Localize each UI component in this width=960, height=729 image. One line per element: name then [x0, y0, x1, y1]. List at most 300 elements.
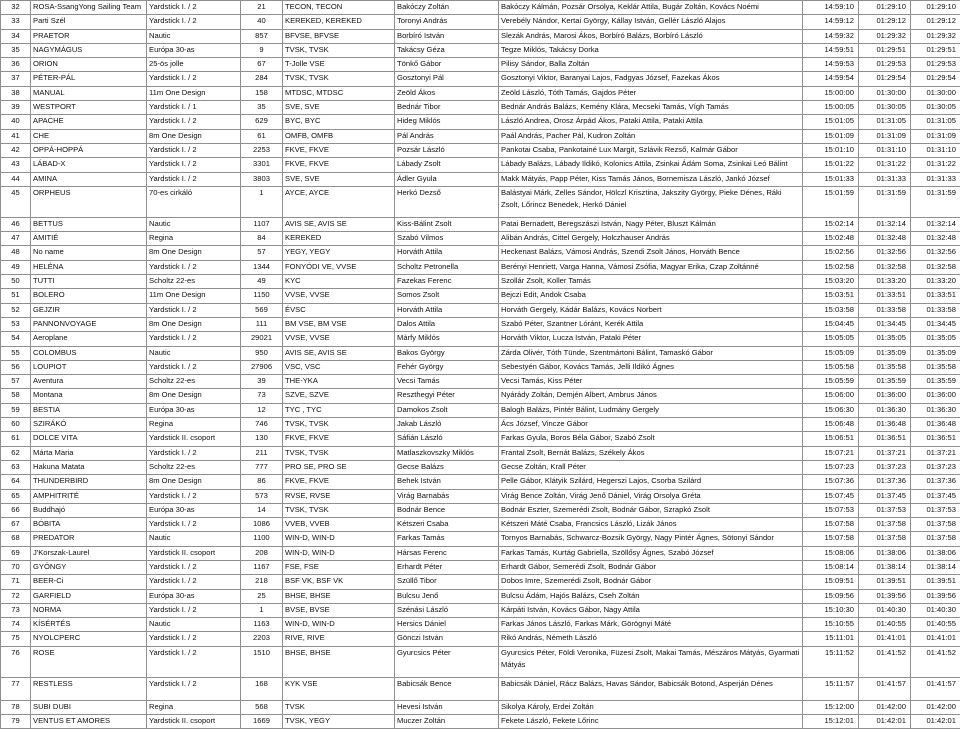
boat-name-cell: GEJZIR	[31, 303, 147, 317]
table-row	[1, 603, 960, 617]
club-cell: FSE, FSE	[283, 560, 395, 574]
sail-number-cell: 3803	[241, 172, 283, 186]
skipper-cell: Pozsár László	[395, 143, 499, 157]
table-row	[1, 618, 960, 632]
club-cell: FONYÓDI VE, VVSE	[283, 260, 395, 274]
club-cell: TVSK	[283, 700, 395, 714]
corrected-time-cell: 01:36:00	[911, 389, 960, 403]
corrected-time-cell: 01:42:01	[911, 715, 960, 729]
finish-time-cell: 15:11:57	[803, 677, 859, 700]
elapsed-time-cell: 01:29:32	[859, 29, 911, 43]
finish-time-cell: 14:59:51	[803, 43, 859, 57]
elapsed-time-cell: 01:40:55	[859, 618, 911, 632]
boat-name-cell: NAGYMÁGUS	[31, 43, 147, 57]
club-cell: TVSK, TVSK	[283, 503, 395, 517]
class-cell: 70-es cirkáló	[147, 186, 241, 217]
place-cell: 44	[1, 172, 31, 186]
table-row	[1, 518, 960, 532]
crew-cell: Horváth Gergely, Kádár Balázs, Kovács Norbert	[499, 303, 803, 317]
skipper-cell: Dalos Attila	[395, 317, 499, 331]
sail-number-cell: 73	[241, 389, 283, 403]
corrected-time-cell: 01:35:58	[911, 360, 960, 374]
crew-cell: Sebestyén Gábor, Kovács Tamás, Jelli Ildikó Ágnes	[499, 360, 803, 374]
sail-number-cell: 857	[241, 29, 283, 43]
club-cell: OMFB, OMFB	[283, 129, 395, 143]
club-cell: ÉVSC	[283, 303, 395, 317]
sail-number-cell: 40	[241, 15, 283, 29]
class-cell: 25-ös jolle	[147, 58, 241, 72]
club-cell: WIN-D, WIN-D	[283, 618, 395, 632]
class-cell: Yardstick I. / 2	[147, 632, 241, 646]
club-cell: TVSK, TVSK	[283, 43, 395, 57]
club-cell: BHSE, BHSE	[283, 646, 395, 677]
finish-time-cell: 15:02:48	[803, 232, 859, 246]
class-cell: Yardstick I. / 1	[147, 101, 241, 115]
table-row	[1, 15, 960, 29]
club-cell: AVIS SE, AVIS SE	[283, 217, 395, 231]
sail-number-cell: 1107	[241, 217, 283, 231]
elapsed-time-cell: 01:40:30	[859, 603, 911, 617]
elapsed-time-cell: 01:33:51	[859, 289, 911, 303]
club-cell: KYC	[283, 275, 395, 289]
skipper-cell: Gosztonyi Pál	[395, 72, 499, 86]
skipper-cell: Vecsi Tamás	[395, 375, 499, 389]
boat-name-cell: ROSE	[31, 646, 147, 677]
club-cell: VSC, VSC	[283, 360, 395, 374]
table-row	[1, 246, 960, 260]
boat-name-cell: Márta Maria	[31, 446, 147, 460]
club-cell: KEREKED	[283, 232, 395, 246]
crew-cell: Virág Bence Zoltán, Virág Jenő Dániel, Virág Orsolya Gréta	[499, 489, 803, 503]
elapsed-time-cell: 01:30:00	[859, 86, 911, 100]
elapsed-time-cell: 01:36:30	[859, 403, 911, 417]
club-cell: TVSK, YEGY	[283, 715, 395, 729]
place-cell: 73	[1, 603, 31, 617]
table-row	[1, 217, 960, 231]
club-cell: VVSE, VVSE	[283, 289, 395, 303]
crew-cell: Berényi Henriett, Varga Hanna, Vámosi Zsófia, Magyar Erika, Czap Zoltánné	[499, 260, 803, 274]
finish-time-cell: 15:02:58	[803, 260, 859, 274]
boat-name-cell: VENTUS ET AMORES	[31, 715, 147, 729]
place-cell: 61	[1, 432, 31, 446]
crew-cell: Gecse Zoltán, Krall Péter	[499, 460, 803, 474]
place-cell: 45	[1, 186, 31, 217]
finish-time-cell: 15:05:58	[803, 360, 859, 374]
finish-time-cell: 15:01:22	[803, 158, 859, 172]
corrected-time-cell: 01:37:23	[911, 460, 960, 474]
finish-time-cell: 15:07:58	[803, 518, 859, 532]
elapsed-time-cell: 01:36:00	[859, 389, 911, 403]
corrected-time-cell: 01:29:51	[911, 43, 960, 57]
class-cell: Yardstick I. / 2	[147, 446, 241, 460]
class-cell: Európa 30-as	[147, 43, 241, 57]
class-cell: Yardstick II. csoport	[147, 546, 241, 560]
boat-name-cell: PRAETOR	[31, 29, 147, 43]
elapsed-time-cell: 01:37:58	[859, 518, 911, 532]
class-cell: Yardstick I. / 2	[147, 489, 241, 503]
class-cell: Yardstick I. / 2	[147, 303, 241, 317]
corrected-time-cell: 01:41:52	[911, 646, 960, 677]
place-cell: 54	[1, 332, 31, 346]
boat-name-cell: Parti Szél	[31, 15, 147, 29]
corrected-time-cell: 01:35:09	[911, 346, 960, 360]
crew-cell: Pelle Gábor, Klátyik Szilárd, Hegerszi Lajos, Csorba Szilárd	[499, 475, 803, 489]
place-cell: 43	[1, 158, 31, 172]
boat-name-cell: Montana	[31, 389, 147, 403]
table-row	[1, 489, 960, 503]
crew-cell: Vecsi Tamás, Kiss Péter	[499, 375, 803, 389]
table-row	[1, 275, 960, 289]
sail-number-cell: 61	[241, 129, 283, 143]
boat-name-cell: AMPHITRITÉ	[31, 489, 147, 503]
table-row	[1, 101, 960, 115]
table-row	[1, 346, 960, 360]
skipper-cell: Somos Zsolt	[395, 289, 499, 303]
class-cell: Yardstick I. / 2	[147, 575, 241, 589]
sail-number-cell: 168	[241, 677, 283, 700]
sail-number-cell: 746	[241, 418, 283, 432]
boat-name-cell: PÉTER-PÁL	[31, 72, 147, 86]
elapsed-time-cell: 01:31:05	[859, 115, 911, 129]
corrected-time-cell: 01:37:58	[911, 518, 960, 532]
table-row	[1, 446, 960, 460]
crew-cell: Tornyos Barnabás, Schwarcz-Bozsik György, Nagy Pintér Ágnes, Sötonyi Sándor	[499, 532, 803, 546]
finish-time-cell: 15:05:09	[803, 346, 859, 360]
club-cell: YEGY, YEGY	[283, 246, 395, 260]
table-row	[1, 43, 960, 57]
skipper-cell: Herkó Dezső	[395, 186, 499, 217]
club-cell: BSF VK, BSF VK	[283, 575, 395, 589]
boat-name-cell: COLOMBUS	[31, 346, 147, 360]
place-cell: 39	[1, 101, 31, 115]
finish-time-cell: 15:07:23	[803, 460, 859, 474]
place-cell: 62	[1, 446, 31, 460]
skipper-cell: Hevesi István	[395, 700, 499, 714]
boat-name-cell: WESTPORT	[31, 101, 147, 115]
place-cell: 68	[1, 532, 31, 546]
crew-cell: Sikolya Károly, Erdei Zoltán	[499, 700, 803, 714]
place-cell: 63	[1, 460, 31, 474]
corrected-time-cell: 01:37:58	[911, 532, 960, 546]
club-cell: VVSE, VVSE	[283, 332, 395, 346]
elapsed-time-cell: 01:37:53	[859, 503, 911, 517]
skipper-cell: Jakab László	[395, 418, 499, 432]
finish-time-cell: 15:07:45	[803, 489, 859, 503]
finish-time-cell: 15:11:01	[803, 632, 859, 646]
skipper-cell: Fehér György	[395, 360, 499, 374]
finish-time-cell: 15:03:58	[803, 303, 859, 317]
club-cell: AVIS SE, AVIS SE	[283, 346, 395, 360]
finish-time-cell: 15:10:55	[803, 618, 859, 632]
corrected-time-cell: 01:33:51	[911, 289, 960, 303]
skipper-cell: Lábady Zsolt	[395, 158, 499, 172]
sail-number-cell: 29021	[241, 332, 283, 346]
skipper-cell: Márfy Miklós	[395, 332, 499, 346]
skipper-cell: Bakos György	[395, 346, 499, 360]
elapsed-time-cell: 01:35:05	[859, 332, 911, 346]
crew-cell: Bodnár Eszter, Szemerédi Zsolt, Bodnár Gábor, Szrapkó Zsolt	[499, 503, 803, 517]
class-cell: Yardstick I. / 2	[147, 560, 241, 574]
crew-cell: Balástyai Márk, Zelles Sándor, Hölczl Krisztina, Jakszity György, Pieke Dénes, Ráki Zsolt, Lőrincz Benedek, Herkó Dániel	[499, 186, 803, 217]
corrected-time-cell: 01:32:58	[911, 260, 960, 274]
place-cell: 50	[1, 275, 31, 289]
table-row	[1, 646, 960, 677]
skipper-cell: Toronyi András	[395, 15, 499, 29]
corrected-time-cell: 01:40:55	[911, 618, 960, 632]
sail-number-cell: 9	[241, 43, 283, 57]
skipper-cell: Erhardt Péter	[395, 560, 499, 574]
skipper-cell: Tönkő Gábor	[395, 58, 499, 72]
corrected-time-cell: 01:31:59	[911, 186, 960, 217]
sail-number-cell: 573	[241, 489, 283, 503]
table-row	[1, 260, 960, 274]
sail-number-cell: 629	[241, 115, 283, 129]
table-row	[1, 460, 960, 474]
skipper-cell: Borbíró István	[395, 29, 499, 43]
class-cell: Európa 30-as	[147, 503, 241, 517]
skipper-cell: Szabó Vilmos	[395, 232, 499, 246]
finish-time-cell: 15:06:48	[803, 418, 859, 432]
club-cell: FKVE, FKVE	[283, 143, 395, 157]
boat-name-cell: CHE	[31, 129, 147, 143]
table-row	[1, 143, 960, 157]
skipper-cell: Matlaszkovszky Miklós	[395, 446, 499, 460]
table-row	[1, 303, 960, 317]
boat-name-cell: NYOLCPERC	[31, 632, 147, 646]
boat-name-cell: BÓBITA	[31, 518, 147, 532]
elapsed-time-cell: 01:36:51	[859, 432, 911, 446]
club-cell: FKVE, FKVE	[283, 158, 395, 172]
place-cell: 37	[1, 72, 31, 86]
club-cell: BM VSE, BM VSE	[283, 317, 395, 331]
place-cell: 79	[1, 715, 31, 729]
class-cell: Yardstick I. / 2	[147, 518, 241, 532]
club-cell: RIVE, RIVE	[283, 632, 395, 646]
sail-number-cell: 12	[241, 403, 283, 417]
finish-time-cell: 15:06:51	[803, 432, 859, 446]
sail-number-cell: 67	[241, 58, 283, 72]
place-cell: 57	[1, 375, 31, 389]
corrected-time-cell: 01:38:06	[911, 546, 960, 560]
sail-number-cell: 25	[241, 589, 283, 603]
sail-number-cell: 27906	[241, 360, 283, 374]
skipper-cell: Hersics Dániel	[395, 618, 499, 632]
corrected-time-cell: 01:35:59	[911, 375, 960, 389]
class-cell: Európa 30-as	[147, 589, 241, 603]
club-cell: FKVE, FKVE	[283, 432, 395, 446]
boat-name-cell: KÍSÉRTÉS	[31, 618, 147, 632]
sail-number-cell: 39	[241, 375, 283, 389]
skipper-cell: Szénási László	[395, 603, 499, 617]
place-cell: 64	[1, 475, 31, 489]
class-cell: Európa 30-as	[147, 403, 241, 417]
elapsed-time-cell: 01:39:51	[859, 575, 911, 589]
finish-time-cell: 15:07:36	[803, 475, 859, 489]
skipper-cell: Bednár Tibor	[395, 101, 499, 115]
elapsed-time-cell: 01:37:36	[859, 475, 911, 489]
skipper-cell: Hársas Ferenc	[395, 546, 499, 560]
skipper-cell: Horváth Attila	[395, 303, 499, 317]
crew-cell: Slezák András, Marosi Ákos, Borbíró Balázs, Borbíró László	[499, 29, 803, 43]
club-cell: KYK VSE	[283, 677, 395, 700]
sail-number-cell: 1163	[241, 618, 283, 632]
crew-cell: Horváth Viktor, Lucza István, Pataki Péter	[499, 332, 803, 346]
crew-cell: Makk Mátyás, Papp Péter, Kiss Tamás János, Bornemisza László, Jankó József	[499, 172, 803, 186]
elapsed-time-cell: 01:37:45	[859, 489, 911, 503]
class-cell: Nautic	[147, 346, 241, 360]
place-cell: 52	[1, 303, 31, 317]
crew-cell: Gyurcsics Péter, Földi Veronika, Füzesi Zsolt, Makai Tamás, Mészáros Mátyás, Gyarmati Mátyás	[499, 646, 803, 677]
finish-time-cell: 15:00:05	[803, 101, 859, 115]
boat-name-cell: Aeroplane	[31, 332, 147, 346]
finish-time-cell: 15:07:58	[803, 532, 859, 546]
finish-time-cell: 15:02:14	[803, 217, 859, 231]
table-row	[1, 560, 960, 574]
class-cell: Yardstick I. / 2	[147, 72, 241, 86]
elapsed-time-cell: 01:38:14	[859, 560, 911, 574]
boat-name-cell: ORION	[31, 58, 147, 72]
sail-number-cell: 1086	[241, 518, 283, 532]
boat-name-cell: BEER-Ci	[31, 575, 147, 589]
crew-cell: Ács József, Vincze Gábor	[499, 418, 803, 432]
corrected-time-cell: 01:36:30	[911, 403, 960, 417]
boat-name-cell: DOLCE VITA	[31, 432, 147, 446]
class-cell: Nautic	[147, 217, 241, 231]
finish-time-cell: 15:07:53	[803, 503, 859, 517]
class-cell: Scholtz 22-es	[147, 375, 241, 389]
skipper-cell: Reszthegyi Péter	[395, 389, 499, 403]
sail-number-cell: 2203	[241, 632, 283, 646]
skipper-cell: Kiss-Bálint Zsolt	[395, 217, 499, 231]
class-cell: Yardstick I. / 2	[147, 360, 241, 374]
elapsed-time-cell: 01:35:59	[859, 375, 911, 389]
finish-time-cell: 15:06:00	[803, 389, 859, 403]
class-cell: Yardstick I. / 2	[147, 603, 241, 617]
club-cell: VVEB, VVEB	[283, 518, 395, 532]
elapsed-time-cell: 01:31:09	[859, 129, 911, 143]
class-cell: 8m One Design	[147, 317, 241, 331]
table-row	[1, 589, 960, 603]
boat-name-cell: Buddhajó	[31, 503, 147, 517]
elapsed-time-cell: 01:32:56	[859, 246, 911, 260]
boat-name-cell: SZIRÁKÓ	[31, 418, 147, 432]
class-cell: Regina	[147, 232, 241, 246]
finish-time-cell: 15:01:09	[803, 129, 859, 143]
club-cell: TVSK, TVSK	[283, 418, 395, 432]
skipper-cell: Hideg Miklós	[395, 115, 499, 129]
place-cell: 60	[1, 418, 31, 432]
sail-number-cell: 130	[241, 432, 283, 446]
crew-cell: Pankotai Csaba, Pankotainé Lux Margit, Szlávik Rezső, Kalmár Gábor	[499, 143, 803, 157]
corrected-time-cell: 01:37:36	[911, 475, 960, 489]
elapsed-time-cell: 01:38:06	[859, 546, 911, 560]
crew-cell: Tegze Miklós, Takácsy Dorka	[499, 43, 803, 57]
boat-name-cell: Hakuna Matata	[31, 460, 147, 474]
elapsed-time-cell: 01:31:59	[859, 186, 911, 217]
boat-name-cell: PANNONVOYAGE	[31, 317, 147, 331]
skipper-cell: Farkas Tamás	[395, 532, 499, 546]
place-cell: 41	[1, 129, 31, 143]
class-cell: 8m One Design	[147, 389, 241, 403]
elapsed-time-cell: 01:33:20	[859, 275, 911, 289]
table-row	[1, 1, 960, 15]
place-cell: 56	[1, 360, 31, 374]
sail-number-cell: 1100	[241, 532, 283, 546]
crew-cell: Pilisy Sándor, Balla Zoltán	[499, 58, 803, 72]
sail-number-cell: 777	[241, 460, 283, 474]
crew-cell: Kárpáti István, Kovács Gábor, Nagy Attila	[499, 603, 803, 617]
boat-name-cell: OPPÁ-HOPPÁ	[31, 143, 147, 157]
elapsed-time-cell: 01:37:58	[859, 532, 911, 546]
place-cell: 36	[1, 58, 31, 72]
class-cell: Nautic	[147, 618, 241, 632]
table-row	[1, 129, 960, 143]
corrected-time-cell: 01:41:01	[911, 632, 960, 646]
place-cell: 76	[1, 646, 31, 677]
table-row	[1, 72, 960, 86]
class-cell: Yardstick I. / 2	[147, 15, 241, 29]
place-cell: 38	[1, 86, 31, 100]
corrected-time-cell: 01:31:05	[911, 115, 960, 129]
finish-time-cell: 15:00:00	[803, 86, 859, 100]
place-cell: 70	[1, 560, 31, 574]
skipper-cell: Fazekas Ferenc	[395, 275, 499, 289]
corrected-time-cell: 01:34:45	[911, 317, 960, 331]
crew-cell: Zárda Olivér, Tóth Tünde, Szentmártoni Bálint, Tamaskó Gábor	[499, 346, 803, 360]
place-cell: 65	[1, 489, 31, 503]
corrected-time-cell: 01:31:09	[911, 129, 960, 143]
corrected-time-cell: 01:36:51	[911, 432, 960, 446]
crew-cell: Alibán András, Cittel Gergely, Holczhauser András	[499, 232, 803, 246]
finish-time-cell: 15:01:59	[803, 186, 859, 217]
corrected-time-cell: 01:30:05	[911, 101, 960, 115]
class-cell: Nautic	[147, 532, 241, 546]
crew-cell: Paál András, Pacher Pál, Kudron Zoltán	[499, 129, 803, 143]
table-row	[1, 58, 960, 72]
club-cell: TECON, TECON	[283, 1, 395, 15]
table-row	[1, 532, 960, 546]
boat-name-cell: BETTUS	[31, 217, 147, 231]
sail-number-cell: 21	[241, 1, 283, 15]
boat-name-cell: ORPHEUS	[31, 186, 147, 217]
place-cell: 67	[1, 518, 31, 532]
finish-time-cell: 15:03:20	[803, 275, 859, 289]
table-row	[1, 86, 960, 100]
skipper-cell: Horváth Attila	[395, 246, 499, 260]
crew-cell: Bulcsu Ádám, Hajós Balázs, Cseh Zoltán	[499, 589, 803, 603]
elapsed-time-cell: 01:33:58	[859, 303, 911, 317]
elapsed-time-cell: 01:31:22	[859, 158, 911, 172]
corrected-time-cell: 01:31:10	[911, 143, 960, 157]
crew-cell: Szollár Zsolt, Koller Tamás	[499, 275, 803, 289]
table-row	[1, 232, 960, 246]
club-cell: MTDSC, MTDSC	[283, 86, 395, 100]
elapsed-time-cell: 01:32:14	[859, 217, 911, 231]
corrected-time-cell: 01:35:05	[911, 332, 960, 346]
skipper-cell: Behek István	[395, 475, 499, 489]
results-rows	[1, 1, 960, 729]
corrected-time-cell: 01:39:56	[911, 589, 960, 603]
elapsed-time-cell: 01:29:54	[859, 72, 911, 86]
boat-name-cell: THUNDERBIRD	[31, 475, 147, 489]
table-row	[1, 389, 960, 403]
sail-number-cell: 569	[241, 303, 283, 317]
boat-name-cell: PREDATOR	[31, 532, 147, 546]
place-cell: 46	[1, 217, 31, 231]
corrected-time-cell: 01:40:30	[911, 603, 960, 617]
table-row	[1, 432, 960, 446]
place-cell: 75	[1, 632, 31, 646]
